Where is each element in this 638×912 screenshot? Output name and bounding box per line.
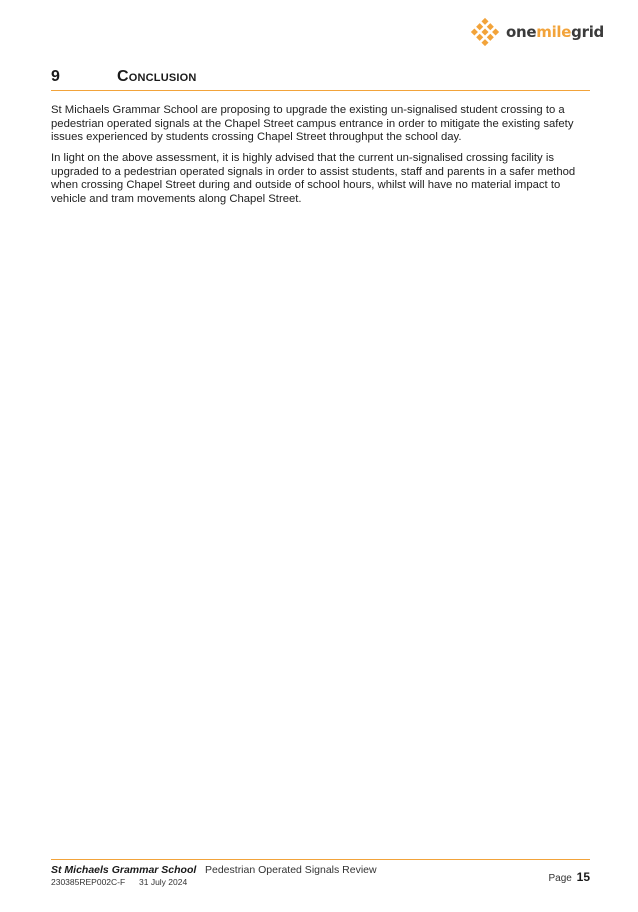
company-logo [470,17,604,47]
section-number: 9 [51,68,60,85]
page-label: Page [548,873,572,884]
page-number-value: 15 [576,870,590,884]
logo-wordmark: onemilegrid [506,23,604,41]
footer-reference: 230385REP002C-F [51,877,126,887]
footer-report-title: Pedestrian Operated Signals Review [205,864,377,876]
body-paragraph: In light on the above assessment, it is highly advised that the current un-signalised crossing facility is upgraded to a pedestrian operated signals in order to assist students, staff and parents in a safer method when crossing Chapel Street during and outside of school hours, whilst will have no material impact to vehicle and tram movements along Chapel Street. [51,152,576,205]
footer-date: 31 July 2024 [139,877,188,887]
section-title: Conclusion [117,68,197,85]
section-heading [51,66,590,91]
body-paragraph: St Michaels Grammar School are proposing to upgrade the existing un-signalised student crossing to a pedestrian operated signals at the Chapel Street campus entrance in order to mitigate the existing safety issues experienced by students crossing Chapel Street throughput the school day. [51,104,574,144]
footer-divider [51,859,590,860]
grid-diamond-icon [470,17,500,47]
footer-client-name: St Michaels Grammar School [51,864,197,876]
page-number [549,870,591,884]
